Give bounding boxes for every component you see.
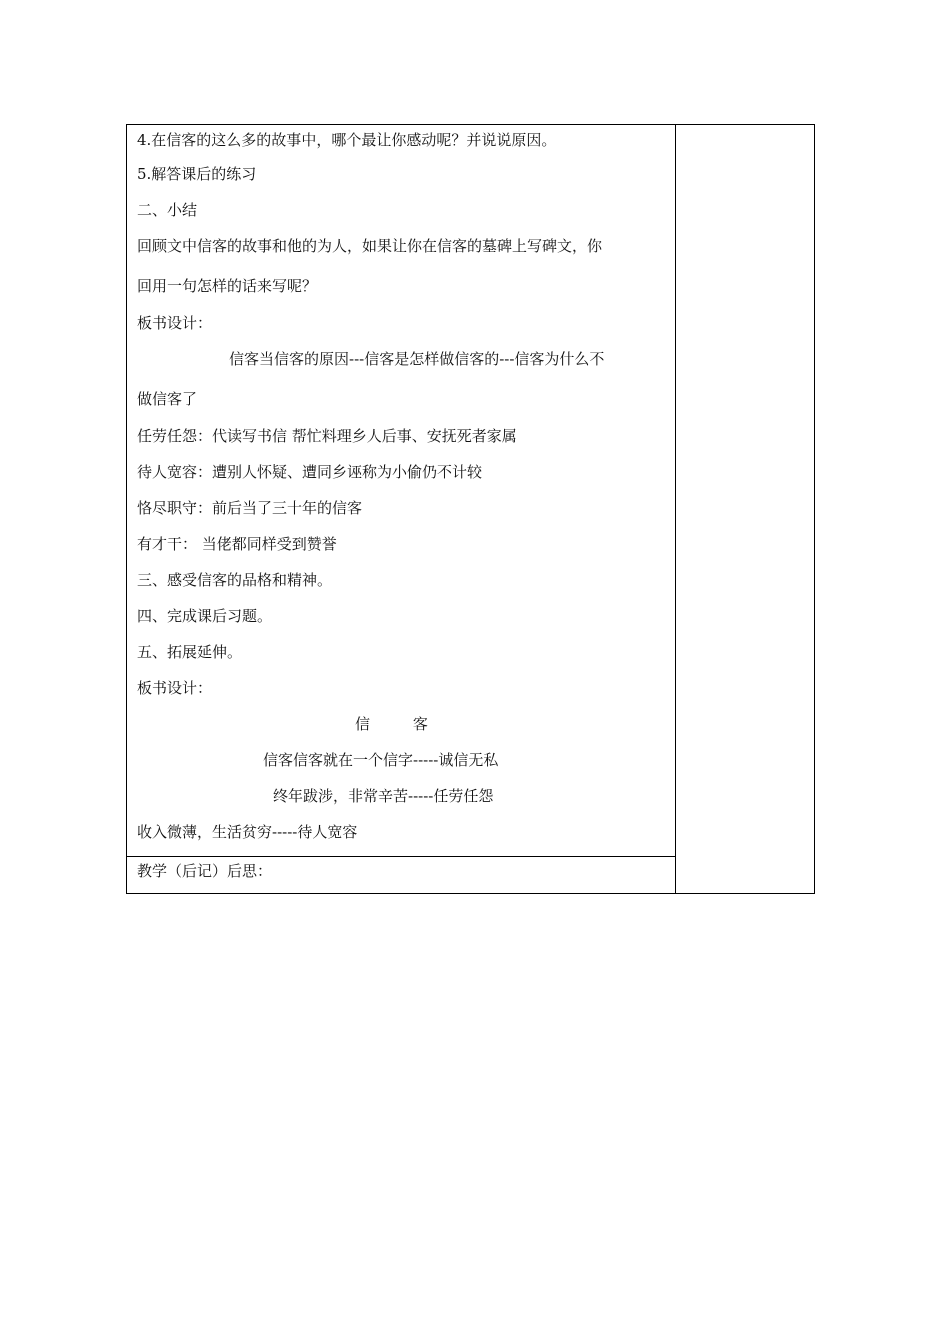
section-4-heading: 四、完成课后习题。 [137,607,273,625]
question-5: 5.解答课后的练习 [137,165,257,183]
section-3-heading: 三、感受信客的品格和精神。 [137,571,333,589]
row-divider [127,856,675,857]
board-row-2: 终年跋涉，非常辛苦-----任劳任怨 [273,787,494,805]
board-row-3: 收入微薄，生活贫穷-----待人宽容 [137,823,358,841]
trait-tolerant: 待人宽容：遭别人怀疑、遭同乡诬称为小偷仍不计较 [137,463,483,481]
trait-diligent: 任劳任怨：代读写书信 帮忙料理乡人后事、安抚死者家属 [137,427,517,445]
section-summary-heading: 二、小结 [137,201,198,219]
lesson-plan-table [126,124,815,894]
reflection-label: 教学（后记）后思： [137,862,273,880]
board-line-1: 信客当信客的原因---信客是怎样做信客的---信客为什么不 [229,350,605,368]
board-row-1: 信客信客就在一个信字-----诚信无私 [263,751,499,769]
board-line-2: 做信客了 [137,390,198,408]
question-4: 4.在信客的这么多的故事中，哪个最让你感动呢？并说说原因。 [137,131,557,149]
section-5-heading: 五、拓展延伸。 [137,643,243,661]
trait-dutiful: 恪尽职守：前后当了三十年的信客 [137,499,363,517]
board-title: 信 客 [355,715,428,733]
trait-capable: 有才干： 当佬都同样受到赞誉 [137,535,337,553]
summary-text-line-1: 回顾文中信客的故事和他的为人，如果让你在信客的墓碑上写碑文，你 [137,237,603,255]
board-design-label-1: 板书设计： [137,314,213,332]
column-divider [675,125,676,893]
summary-text-line-2: 回用一句怎样的话来写呢？ [137,277,318,295]
board-design-label-2: 板书设计： [137,679,213,697]
